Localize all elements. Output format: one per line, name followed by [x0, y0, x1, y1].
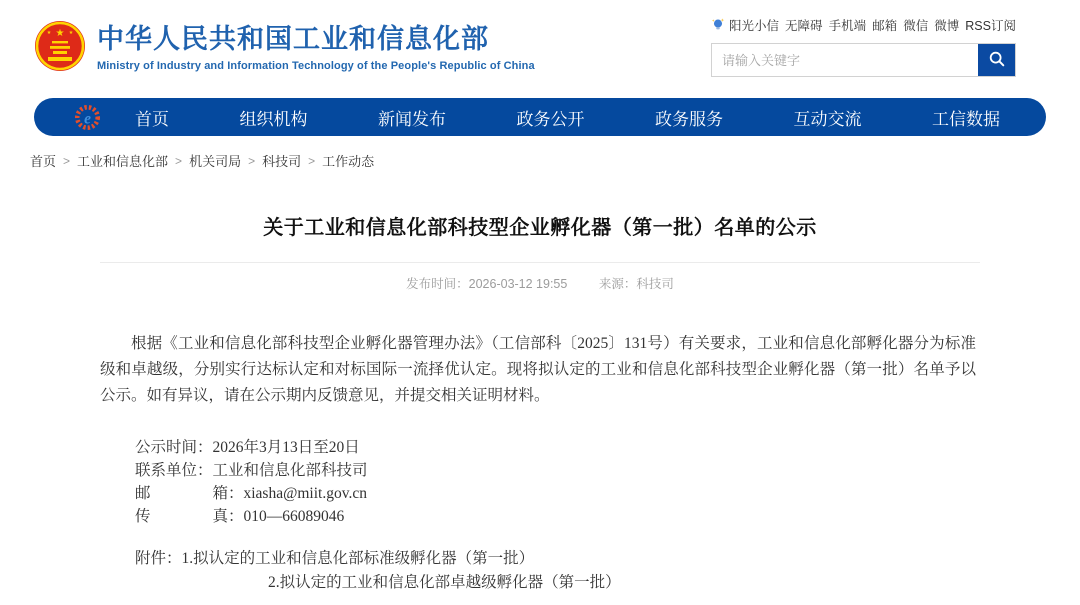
page-title: 关于工业和信息化部科技型企业孵化器（第一批）名单的公示	[263, 217, 817, 239]
source-value: 科技司	[636, 277, 674, 291]
national-emblem-icon	[34, 20, 86, 77]
contact-info-block	[135, 436, 1080, 528]
breadcrumb-work-updates[interactable]: 工作动态	[322, 154, 375, 169]
article-body	[100, 331, 976, 409]
main-nav	[34, 98, 1046, 136]
nav-item-home[interactable]: 首页	[135, 109, 169, 129]
breadcrumb-home[interactable]: 首页	[30, 154, 57, 169]
email-line: 邮 箱：xiasha@miit.gov.cn	[135, 485, 367, 502]
publicity-period-line: 公示时间：2026年3月13日至20日	[135, 439, 360, 456]
search-icon	[988, 50, 1006, 71]
utility-link-mail[interactable]: 邮箱	[872, 19, 898, 33]
breadcrumb	[30, 151, 1080, 170]
nav-list	[135, 105, 1000, 130]
header-utilities	[711, 16, 1016, 77]
utility-link-weibo[interactable]: 微博	[934, 19, 960, 33]
nav-item-gov-services[interactable]: 政务服务	[655, 109, 723, 129]
site-header	[0, 0, 1080, 96]
publish-time-value: 2026-03-12 19:55	[468, 277, 568, 291]
publish-time-label: 发布时间：	[406, 277, 469, 291]
article-paragraph: 根据《工业和信息化部科技型企业孵化器管理办法》（工信部科〔2025〕131号）有关要求，工业和信息化部孵化器分为标准级和卓越级，分别实行达标认定和对标国际一流择优认定。现将拟认定的工业和信息化部科技型企业孵化器（第一批）名单予以公示。如有异议，请在公示期内反馈意见，并提交相关证明材料。	[100, 335, 976, 404]
utility-link-mobile[interactable]: 手机端	[828, 19, 867, 33]
attachment-item-2[interactable]: 2.拟认定的工业和信息化部卓越级孵化器（第一批）	[268, 574, 621, 591]
miit-gear-logo-icon	[74, 104, 101, 131]
attachments-block	[135, 547, 1080, 595]
nav-item-gov-disclosure[interactable]: 政务公开	[516, 109, 585, 129]
nav-item-organization[interactable]: 组织机构	[239, 109, 308, 129]
utility-link-accessibility[interactable]: 无障碍	[785, 19, 823, 33]
breadcrumb-separator: >	[63, 153, 71, 168]
utility-link-assistant[interactable]	[711, 16, 779, 34]
attachment-line-2	[268, 571, 1080, 595]
title-divider	[100, 262, 980, 263]
site-subtitle: Ministry of Industry and Information Technology of the People's Republic of China	[97, 59, 535, 72]
utility-links	[711, 16, 1016, 34]
site-logo[interactable]	[34, 20, 535, 77]
nav-item-interaction[interactable]: 互动交流	[793, 109, 862, 129]
svg-text:★: ★	[68, 30, 74, 36]
search-button[interactable]	[978, 44, 1015, 76]
utility-link-rss[interactable]: RSS订阅	[965, 19, 1016, 33]
search-input[interactable]	[712, 44, 978, 76]
breadcrumb-separator: >	[248, 153, 256, 168]
breadcrumb-miit[interactable]: 工业和信息化部	[77, 154, 169, 169]
utility-link-label: 阳光小信	[729, 19, 780, 33]
article-meta	[0, 274, 1080, 292]
utility-link-wechat[interactable]: 微信	[903, 19, 929, 33]
attachments-label: 附件：	[135, 550, 182, 567]
nav-item-news[interactable]: 新闻发布	[378, 109, 446, 129]
fax-line: 传 真：010—66089046	[135, 508, 345, 525]
attachment-item-1[interactable]: 1.拟认定的工业和信息化部标准级孵化器（第一批）	[181, 550, 535, 567]
breadcrumb-departments[interactable]: 机关司局	[189, 154, 242, 169]
brand-text	[97, 25, 535, 72]
breadcrumb-separator: >	[175, 153, 183, 168]
source-label: 来源：	[598, 277, 637, 291]
attachment-line-1	[135, 547, 1080, 571]
breadcrumb-separator: >	[308, 153, 316, 168]
breadcrumb-science-tech-dept[interactable]: 科技司	[262, 154, 302, 169]
contact-unit-line: 联系单位：工业和信息化部科技司	[135, 462, 368, 479]
nav-item-miit-data[interactable]: 工信数据	[932, 109, 1000, 129]
svg-text:★: ★	[55, 28, 65, 39]
svg-text:e: e	[84, 109, 91, 127]
search-box	[711, 43, 1016, 77]
site-title: 中华人民共和国工业和信息化部	[97, 24, 489, 55]
article	[0, 211, 1080, 595]
svg-text:★: ★	[46, 30, 52, 36]
assistant-icon	[711, 17, 725, 34]
